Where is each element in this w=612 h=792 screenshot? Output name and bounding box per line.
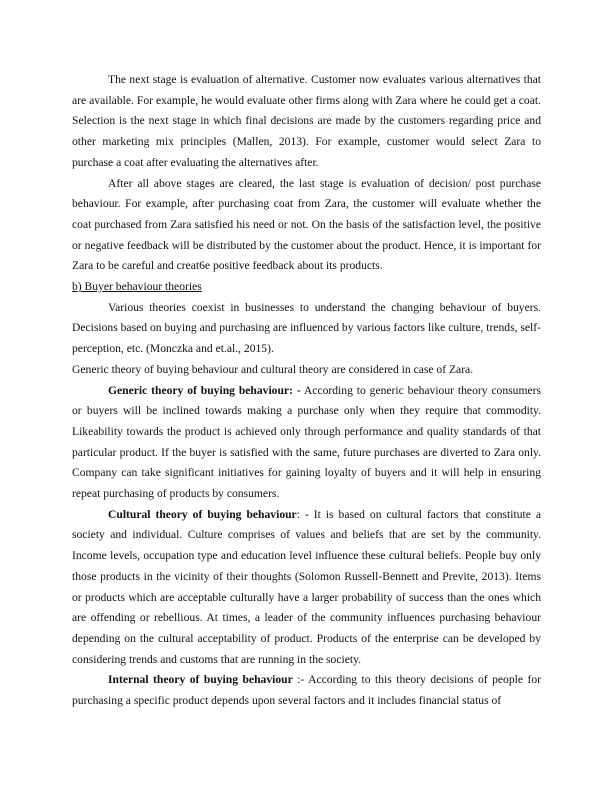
section-heading-buyer-behaviour-theories: b) Buyer behaviour theories: [72, 280, 202, 294]
document-page: [72, 70, 541, 712]
cultural-theory-text: : - It is based on cultural factors that constitute a society and individual. Culture comprises of values and beliefs that are set by the community. Income levels, occupation type and education level influence these cultural beliefs. People buy only those products in the vicinity of their thoughts (Solomon Russell-Bennett and Previte, 2013). Items or products which are acceptable culturally have a larger probability of success than the ones which are offending or rebellious. At times, a leader of the community influences purchasing behaviour depending on the cultural acceptability of product. Products of the enterprise can be developed by considering trends and customs that are running in the society.: [72, 507, 542, 666]
cultural-theory-term: Cultural theory of buying behaviour: [108, 507, 297, 521]
paragraph-post-purchase-behaviour: After all above stages are cleared, the last stage is evaluation of decision/ post purchase behaviour. For example, after purchasing coat from Zara, the customer will evaluate whether the coat purchased from Zara satisfied his need or not. On the basis of the satisfaction level, the positive or negative feedback will be distributed by the customer about the product. Hence, it is important for Zara to be careful and creat6e positive feedback about its products.: [72, 176, 541, 273]
paragraph-generic-theory: [72, 381, 541, 505]
paragraph-theories-considered: Generic theory of buying behaviour and cultural theory are considered in case of Zara.: [72, 362, 474, 376]
paragraph-cultural-theory: [72, 505, 541, 671]
internal-theory-text: :- According to this theory decisions of people for purchasing a specific product depends upon several factors and it includes financial status of: [72, 673, 541, 708]
paragraph-theories-intro: Various theories coexist in businesses to understand the changing behaviour of buyers. Decisions based on buying and purchasing are influenced by various factors like culture, trends, self-perception, etc. (Monczka and et.al., 2015).: [72, 300, 541, 356]
generic-theory-term: Generic theory of buying behaviour: -: [108, 383, 301, 397]
paragraph-evaluation-of-alternatives: The next stage is evaluation of alternative. Customer now evaluates various alternatives that are available. For example, he would evaluate other firms along with Zara where he could get a coat. Selection is the next stage in which final decisions are made by the customers regarding price and other marketing mix principles (Mallen, 2013). For example, customer would select Zara to purchase a coat after evaluating the alternatives after.: [72, 73, 541, 169]
internal-theory-term: Internal theory of buying behaviour: [108, 673, 293, 687]
paragraph-internal-theory: [72, 670, 541, 711]
generic-theory-text: According to generic behaviour theory consumers or buyers will be inclined towards making a purchase only when they require that commodity. Likeability towards the product is achieved only through performance and quality standards of that particular product. If the buyer is satisfied with the same, future purchases are diverted to Zara only. Company can take significant initiatives for gaining loyalty of buyers and it will help in ensuring repeat purchasing of products by consumers.: [72, 383, 541, 501]
